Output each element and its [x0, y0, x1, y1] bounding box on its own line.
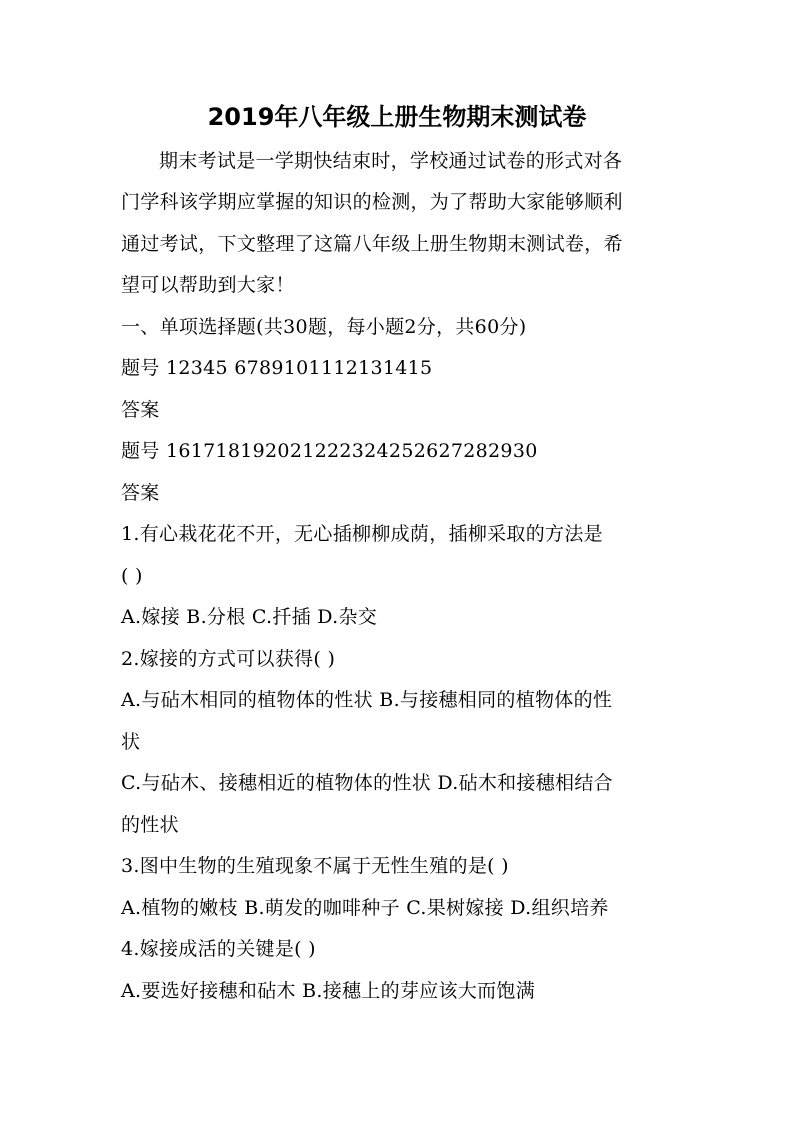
question-options: A.植物的嫩枝 B.萌发的咖啡种子 C.果树嫁接 D.组织培养	[121, 897, 609, 919]
question-options: C.与砧木、接穗相近的植物体的性状 D.砧木和接穗相结合	[121, 772, 613, 794]
answer-table-number-row: 题号 161718192021222324252627282930	[121, 440, 538, 462]
question-options: A.与砧木相同的植物体的性状 B.与接穗相同的植物体的性	[121, 689, 613, 711]
intro-line: 通过考试，下文整理了这篇八年级上册生物期末测试卷，希	[121, 233, 623, 255]
question-line: 4.嫁接成活的关键是( )	[121, 938, 316, 960]
question-line: 1.有心栽花花不开，无心插柳柳成荫，插柳采取的方法是	[121, 523, 603, 545]
answer-table-answer-row: 答案	[121, 482, 160, 504]
question-options: A.要选好接穗和砧木 B.接穗上的芽应该大而饱满	[121, 980, 536, 1002]
question-line: 3.图中生物的生殖现象不属于无性生殖的是( )	[121, 855, 509, 877]
question-options: 的性状	[121, 814, 179, 836]
question-line: ( )	[121, 565, 143, 587]
answer-table-answer-row: 答案	[121, 399, 160, 421]
intro-line: 门学科该学期应掌握的知识的检测，为了帮助大家能够顺利	[121, 191, 623, 213]
answer-table-number-row: 题号 12345 6789101112131415	[121, 357, 433, 379]
document-title: 2019年八年级上册生物期末测试卷	[207, 103, 587, 131]
question-line: 2.嫁接的方式可以获得( )	[121, 648, 336, 670]
question-options: A.嫁接 B.分根 C.扦插 D.杂交	[121, 606, 378, 628]
section-heading: 一、单项选择题(共30题，每小题2分，共60分)	[121, 316, 527, 338]
question-options: 状	[121, 731, 141, 753]
intro-line: 期末考试是一学期快结束时，学校通过试卷的形式对各	[159, 150, 623, 172]
intro-line: 望可以帮助到大家！	[121, 274, 295, 296]
